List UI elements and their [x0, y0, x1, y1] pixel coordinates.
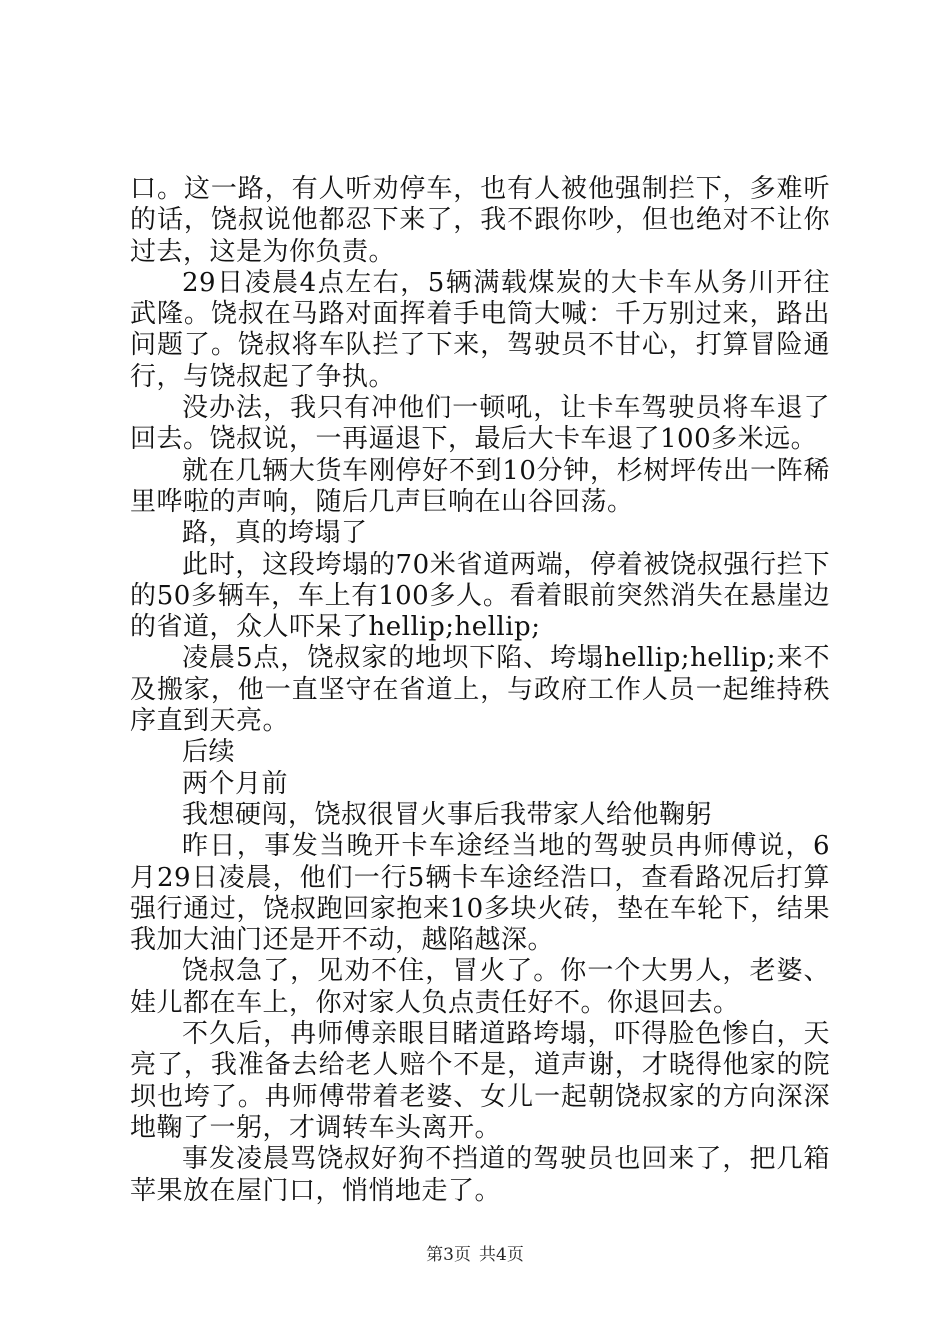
paragraph: 事发凌晨骂饶叔好狗不挡道的驾驶员也回来了，把几箱苹果放在屋门口，悄悄地走了。 — [130, 1144, 830, 1206]
section-heading: 两个月前 — [182, 768, 289, 799]
section-heading: 我想硬闯，饶叔很冒火事后我带家人给他鞠躬 — [182, 799, 713, 830]
paragraph: 不久后，冉师傅亲眼目睹道路垮塌，吓得脸色惨白，天亮了，我准备去给老人赔个不是，道声谢，才晓得他家的院坝也垮了。冉师傅带着老婆、女儿一起朝饶叔家的方向深深地鞠了一躬，才调转车头离开。 — [130, 1019, 830, 1143]
page-footer — [0, 1244, 950, 1266]
paragraph: 凌晨5点，饶叔家的地坝下陷、垮塌hellip;hellip;来不及搬家，他一直坚守在省道上，与政府工作人员一起维持秩序直到天亮。 — [130, 643, 830, 737]
paragraph: 昨日，事发当晚开卡车途经当地的驾驶员冉师傅说，6月29日凌晨，他们一行5辆卡车途经浩口，查看路况后打算强行通过，饶叔跑回家抱来10多块火砖，垫在车轮下，结果我加大油门还是开不动，越陷越深。 — [130, 831, 830, 956]
total-page-count: 共4页 — [479, 1245, 524, 1265]
paragraph-continuation: 口。这一路，有人听劝停车，也有人被他强制拦下，多难听的话，饶叔说他都忍下来了，我不跟你吵，但也绝对不让你过去，这是为你负责。 — [130, 174, 830, 267]
article-body — [130, 174, 830, 1207]
paragraph: 饶叔急了，见劝不住，冒火了。你一个大男人，老婆、娃儿都在车上，你对家人负点责任好不。你退回去。 — [130, 956, 830, 1018]
paragraph: 29日凌晨4点左右，5辆满载煤炭的大卡车从务川开往武隆。饶叔在马路对面挥着手电筒大喊：千万别过来，路出问题了。饶叔将车队拦了下来，驾驶员不甘心，打算冒险通行，与饶叔起了争执。 — [130, 267, 830, 392]
current-page-number: 第3页 — [426, 1245, 471, 1265]
paragraph: 没办法，我只有冲他们一顿吼，让卡车驾驶员将车退了回去。饶叔说，一再逼退下，最后大卡车退了100多米远。 — [130, 393, 830, 455]
section-heading: 路，真的垮塌了 — [182, 518, 368, 549]
section-heading: 后续 — [182, 737, 236, 768]
paragraph: 此时，这段垮塌的70米省道两端，停着被饶叔强行拦下的50多辆车，车上有100多人。看着眼前突然消失在悬崖边的省道，众人吓呆了hellip;hellip; — [130, 549, 830, 643]
paragraph: 就在几辆大货车刚停好不到10分钟，杉树坪传出一阵稀里哗啦的声响，随后几声巨响在山谷回荡。 — [130, 455, 830, 517]
